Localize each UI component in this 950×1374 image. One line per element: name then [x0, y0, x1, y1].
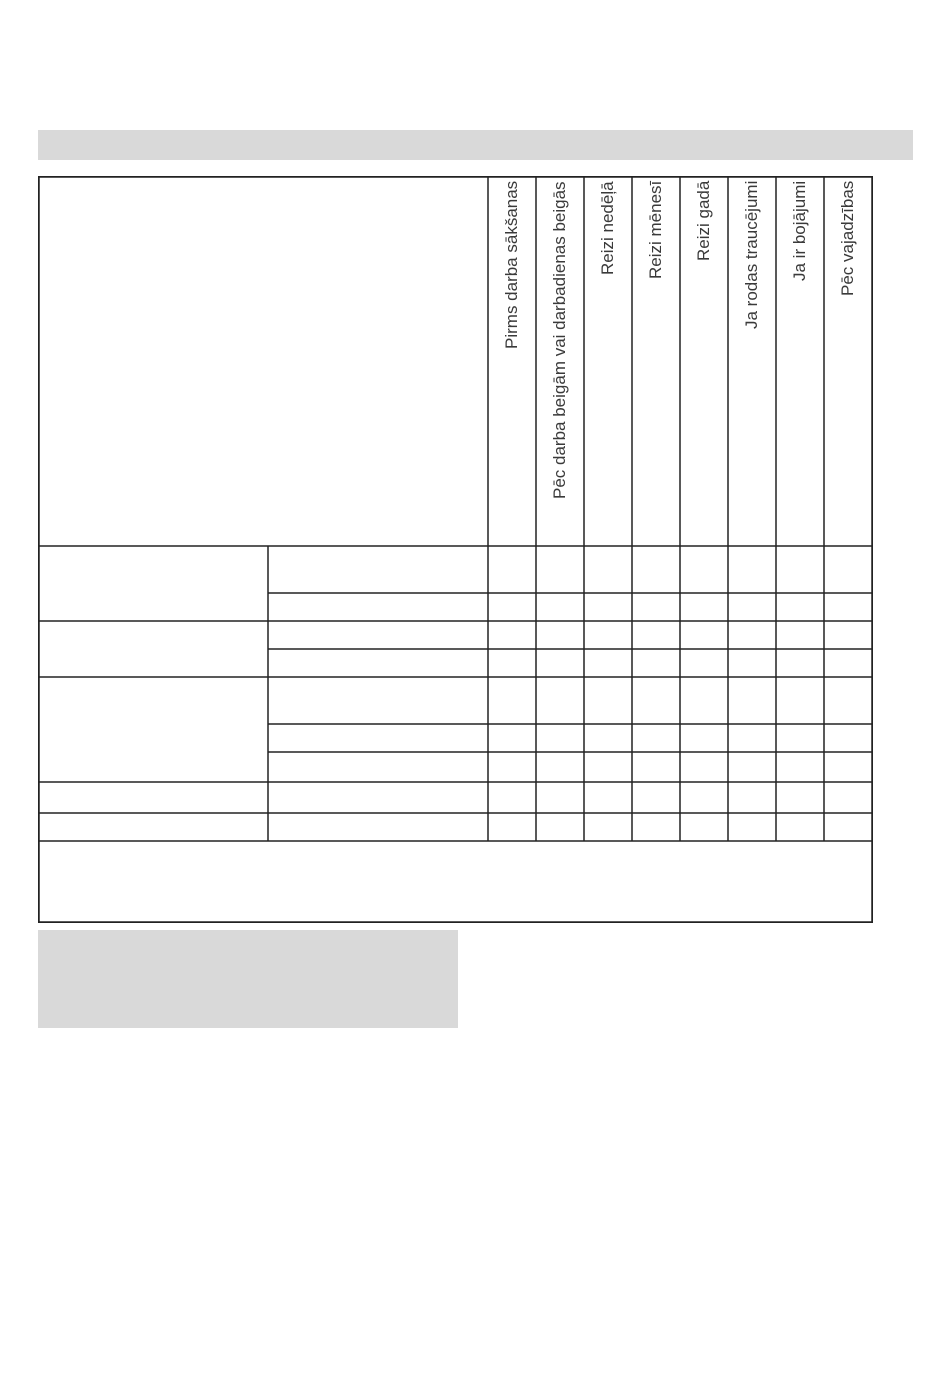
row-label-cell	[270, 548, 486, 592]
row-label-cell	[270, 594, 486, 620]
row-label-cell	[270, 622, 486, 648]
column-header-label: Reizi mēnesī	[646, 181, 665, 280]
column-header-damage	[776, 181, 824, 541]
row-label-cell	[270, 650, 486, 676]
column-header-yearly	[680, 181, 728, 541]
column-header-label: Reizi nedēļā	[598, 181, 617, 275]
column-header-weekly	[584, 181, 632, 541]
row-label-cell	[270, 783, 486, 811]
column-header-label: Pēc darba beigām vai darbadienas beigās	[550, 181, 569, 499]
column-header-label: Pēc vajadzības	[838, 181, 857, 297]
footer-note-box	[38, 930, 458, 1028]
group-label-cell	[40, 814, 266, 840]
row-label-cell	[270, 752, 486, 781]
group-label-cell	[40, 783, 266, 811]
row-label-cell	[270, 678, 486, 722]
column-header-label: Ja rodas traucējumi	[742, 181, 761, 330]
column-header-before-start	[488, 181, 536, 541]
table-note-cell	[40, 843, 870, 921]
column-header-label: Pirms darba sākšanas	[502, 181, 521, 350]
group-label-cell	[40, 548, 266, 620]
row-label-cell	[270, 814, 486, 840]
row-label-cell	[270, 724, 486, 750]
column-header-label: Reizi gadā	[694, 181, 713, 262]
group-label-cell	[40, 678, 266, 781]
column-header-as-needed	[824, 181, 872, 541]
column-header-monthly	[632, 181, 680, 541]
group-label-cell	[40, 622, 266, 676]
section-header-bar	[38, 130, 913, 160]
column-header-label: Ja ir bojājumi	[790, 181, 809, 282]
column-header-malfunction	[728, 181, 776, 541]
column-header-after-end	[536, 181, 584, 541]
